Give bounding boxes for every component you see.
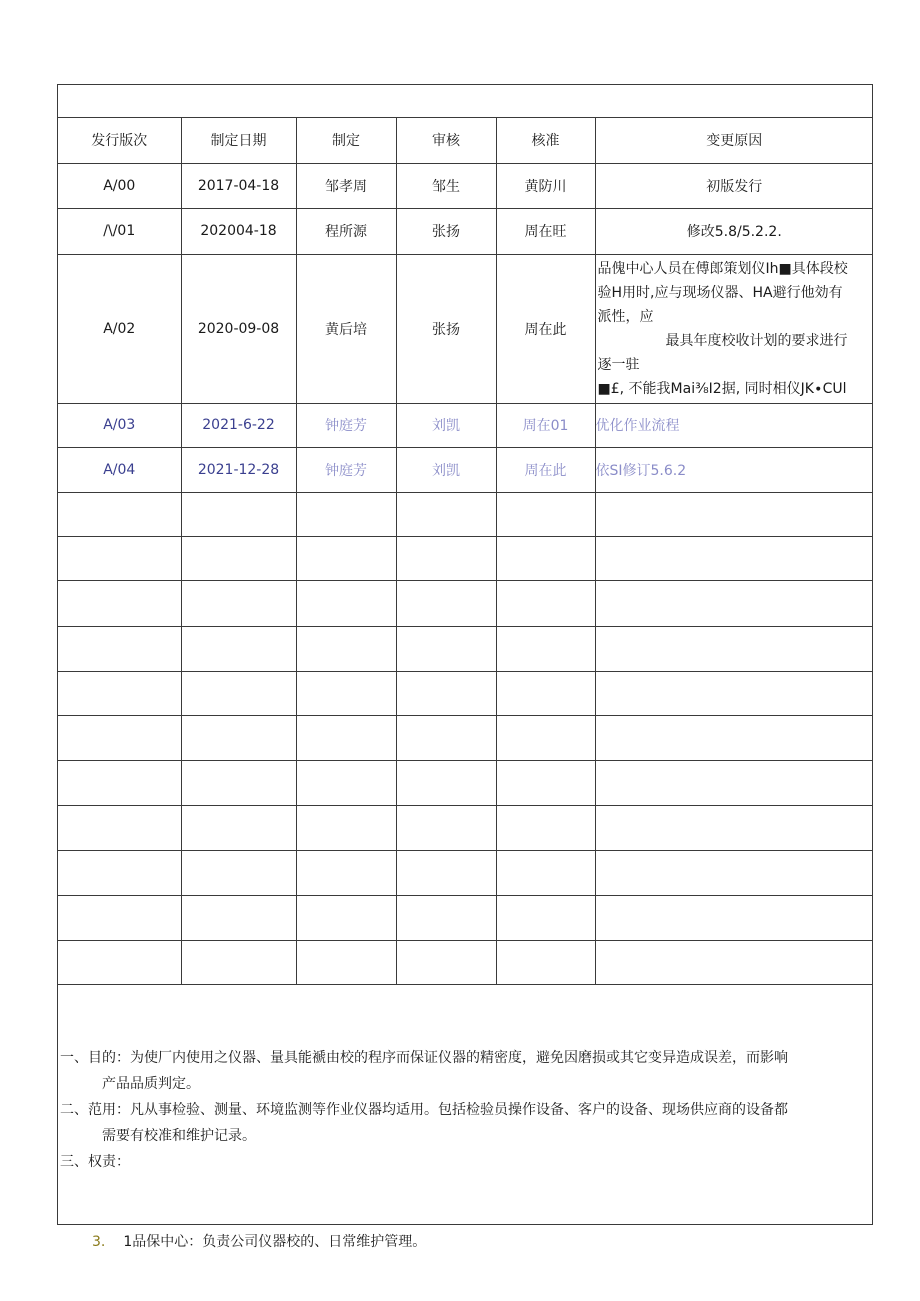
version-cell: A/02 <box>58 254 181 403</box>
reason-cell: 初版发行 <box>595 163 873 208</box>
version-cell: A/00 <box>58 163 181 208</box>
approve-cell: 周在此 <box>496 447 595 492</box>
header-review: 审核 <box>396 118 496 163</box>
date-cell: 2021-6-22 <box>181 403 296 447</box>
reason-cell: 优化作业流程 <box>595 403 873 447</box>
header-reason: 变更原因 <box>595 118 873 163</box>
table-row <box>58 254 873 403</box>
empty-row <box>58 805 873 850</box>
revision-table <box>58 118 873 985</box>
made-cell: 钟庭芳 <box>296 403 396 447</box>
reason-cell <box>595 254 873 403</box>
empty-row <box>58 850 873 895</box>
footer-text: 1品保中心：负责公司仪器校的、日常维护管理。 <box>123 1234 427 1250</box>
reason-line: 最具年度校收计划的要求进行 <box>665 332 848 349</box>
footer-number: 3. <box>92 1234 106 1250</box>
table-header-row <box>58 118 873 163</box>
review-cell: 刘凯 <box>396 403 496 447</box>
table-row <box>58 403 873 447</box>
reason-cell: 依SI修订5.6.2 <box>595 447 873 492</box>
reason-line: 逐一驻 <box>597 356 640 373</box>
made-cell: 钟庭芳 <box>296 447 396 492</box>
date-cell: 202004-18 <box>181 208 296 254</box>
header-blank-row <box>58 85 872 118</box>
purpose-continuation: 产品品质判定。 <box>102 1076 200 1092</box>
header-made: 制定 <box>296 118 396 163</box>
approve-cell: 周在01 <box>496 403 595 447</box>
date-cell: 2017-04-18 <box>181 163 296 208</box>
date-cell: 2020-09-08 <box>181 254 296 403</box>
approve-cell: 黄防川 <box>496 163 595 208</box>
version-cell: /\/01 <box>58 208 181 254</box>
approve-cell: 周在此 <box>496 254 595 403</box>
review-cell: 邹生 <box>396 163 496 208</box>
reason-line: 验H用时,应与现场仪器、HA避行他効有 <box>597 284 843 301</box>
table-row <box>58 163 873 208</box>
header-date: 制定日期 <box>181 118 296 163</box>
footer-line <box>92 1231 426 1251</box>
made-cell: 程所源 <box>296 208 396 254</box>
table-row <box>58 208 873 254</box>
body-section <box>60 1045 870 1175</box>
made-cell: 黄后培 <box>296 254 396 403</box>
approve-cell: 周在旺 <box>496 208 595 254</box>
empty-row <box>58 536 873 580</box>
empty-row <box>58 715 873 760</box>
table-row <box>58 447 873 492</box>
date-cell: 2021-12-28 <box>181 447 296 492</box>
header-version: 发行版次 <box>58 118 181 163</box>
reason-line: ■£, 不能我Mai⅜I2据, 同时相仪JK∙CUl <box>597 380 847 397</box>
header-approve: 核准 <box>496 118 595 163</box>
empty-row <box>58 626 873 671</box>
empty-row <box>58 580 873 626</box>
reason-line: 品傀中心人员在傅郎策划仪Ih■具体段校 <box>597 260 848 277</box>
version-cell: A/03 <box>58 403 181 447</box>
review-cell: 刘凯 <box>396 447 496 492</box>
reason-cell: 修改5.8/5.2.2. <box>595 208 873 254</box>
empty-row <box>58 492 873 536</box>
review-cell: 张扬 <box>396 254 496 403</box>
empty-row <box>58 671 873 715</box>
version-cell: A/04 <box>58 447 181 492</box>
made-cell: 邹孝周 <box>296 163 396 208</box>
empty-row <box>58 895 873 940</box>
scope-heading: 二、范用：凡从事检验、测量、环境监测等作业仪器均适用。包括检验员操作设备、客户的设备、现场供应商的设备都 <box>60 1102 788 1118</box>
duty-heading: 三、权责： <box>60 1154 130 1170</box>
purpose-heading: 一、目的：为使厂内使用之仪器、量具能褫由校的程序而保证仪器的精密度，避免因磨损或其它变异造成误差，而影响 <box>60 1050 788 1066</box>
scope-continuation: 需要有校准和维护记录。 <box>102 1128 256 1144</box>
empty-row <box>58 760 873 805</box>
document-frame <box>57 84 873 1225</box>
empty-row <box>58 940 873 984</box>
review-cell: 张扬 <box>396 208 496 254</box>
reason-line: 派性，应 <box>597 308 654 325</box>
